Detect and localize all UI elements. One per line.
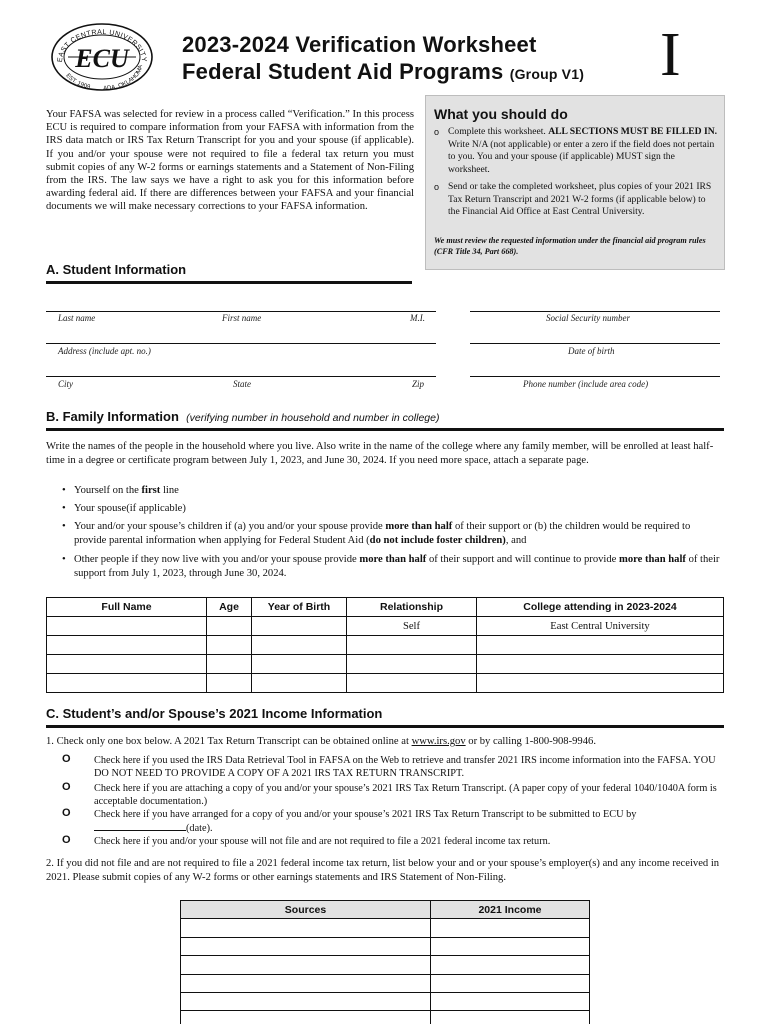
family-table — [46, 597, 724, 693]
cell-college[interactable] — [477, 655, 724, 674]
instruction-2-text: Send or take the completed worksheet, plus copies of your 2021 IRS Tax Return Transcript and 2021 W-2 forms (if applicable below) to the Financial Aid Office at East Central University. — [448, 181, 712, 217]
cell-year-of-birth[interactable] — [252, 674, 347, 693]
section-b-subtitle: (verifying number in household and number in college) — [186, 412, 440, 424]
section-b-paragraph: Write the names of the people in the household where you live. Also write in the name of the college where any family member, will be enrolled at least half-time in a degree or certificate program between July 1, 2023, and June 30, 2024. If you need more space, attach a separate page. — [46, 441, 714, 466]
col-college: College attending in 2023-2024 — [477, 598, 724, 617]
checkbox-not-required[interactable]: O — [62, 834, 71, 846]
question-1 — [46, 735, 722, 749]
first-name-label: First name — [222, 313, 262, 323]
dob-field-line[interactable] — [470, 343, 720, 344]
section-c-rule — [46, 725, 724, 728]
family-bullet-1-post: line — [160, 485, 179, 496]
intro-paragraph: Your FAFSA was selected for review in a process called “Verification.” In this process ECU is required to compare information from your FAFSA with information from the IRS data match or IRS Tax Return Transcript for you and your spouse (if applicable). If you and/or your spouse were not required to file a federal tax return you must submit copies of any W-2 forms or earnings statements and a Statement of Non-Filing from the IRS. The law says we have a right to ask you for this information before awarding federal aid. If there are differences between your FAFSA and your financial documents we will make necessary corrections to your FAFSA information. — [46, 109, 414, 213]
ssn-label: Social Security number — [546, 313, 630, 323]
checkbox-attach-transcript[interactable]: O — [62, 781, 71, 793]
table-row — [181, 937, 590, 955]
section-b-rule — [46, 428, 724, 431]
income-table-header — [181, 901, 590, 919]
cell-age[interactable] — [207, 655, 252, 674]
cell-full-name[interactable] — [47, 655, 207, 674]
instruction-item-1 — [434, 126, 719, 176]
family-bullet-4 — [62, 553, 722, 580]
cell-income[interactable] — [431, 992, 590, 1010]
table-row — [181, 919, 590, 937]
col-relationship: Relationship — [347, 598, 477, 617]
option-arranged-text: Check here if you have arranged for a copy of you and/or your spouse’s 2021 IRS Tax Return Transcript to be submitted to ECU by — [94, 809, 637, 820]
title-line-1: 2023-2024 Verification Worksheet — [182, 32, 537, 57]
instruction-1-bold: ALL SECTIONS MUST BE FILLED IN. — [548, 126, 718, 137]
col-2021-income: 2021 Income — [431, 901, 590, 919]
family-bullet-3-post: , and — [505, 534, 527, 546]
ecu-seal-logo — [50, 22, 154, 92]
family-bullet-3-mid: of their support or (b) the children would be required to provide parental information when applying for Federal Student Aid ( — [74, 521, 691, 546]
family-bullet-3-pre: Your and/or your spouse’s children if (a) you and/or your spouse provide — [74, 521, 386, 532]
section-a-title: A. Student Information — [46, 262, 187, 277]
cell-income[interactable] — [431, 956, 590, 974]
bullet-icon: • — [62, 503, 66, 514]
col-age: Age — [207, 598, 252, 617]
family-bullet-2 — [62, 502, 722, 516]
option-not-required-text: Check here if you and/or your spouse will not file and are not required to file a 2021 federal income tax return. — [94, 836, 551, 847]
cell-full-name[interactable] — [47, 636, 207, 655]
last-name-label: Last name — [58, 313, 96, 323]
cell-source[interactable] — [181, 919, 431, 937]
cell-relationship[interactable]: Self — [347, 617, 477, 636]
family-bullet-4-pre: Other people if they now live with you and/or your spouse provide — [74, 554, 360, 565]
cell-income[interactable] — [431, 919, 590, 937]
instruction-1-text: Complete this worksheet. — [448, 126, 546, 137]
cell-source[interactable] — [181, 956, 431, 974]
checkbox-arranged-transcript[interactable]: O — [62, 807, 71, 819]
col-sources: Sources — [181, 901, 431, 919]
cell-college[interactable] — [477, 636, 724, 655]
cell-relationship[interactable] — [347, 674, 477, 693]
section-b-title — [46, 409, 439, 424]
family-bullet-4-bold: more than half — [359, 554, 427, 565]
checkbox-drt[interactable]: O — [62, 753, 71, 765]
cell-source[interactable] — [181, 937, 431, 955]
dob-label: Date of birth — [568, 346, 615, 356]
seal-right-text: ADA, OKLAHOMA — [103, 64, 145, 92]
cell-college[interactable]: East Central University — [477, 617, 724, 636]
group-label: (Group V1) — [509, 66, 585, 82]
phone-field-line[interactable] — [470, 376, 720, 377]
option-attach-transcript — [62, 782, 724, 808]
ssn-field-line[interactable] — [470, 311, 720, 312]
irs-link[interactable]: www.irs.gov — [411, 736, 466, 747]
family-table-header — [47, 598, 724, 617]
cell-relationship[interactable] — [347, 636, 477, 655]
bullet-icon: o — [434, 182, 440, 192]
state-label: State — [233, 379, 251, 389]
family-bullet-3-bold: more than half — [385, 521, 453, 532]
instructions-title: What you should do — [434, 106, 568, 122]
title-line-2 — [182, 59, 584, 85]
name-field-line[interactable] — [46, 311, 436, 312]
section-c-title: C. Student’s and/or Spouse’s 2021 Income Information — [46, 706, 383, 721]
table-row — [181, 974, 590, 992]
cell-source[interactable] — [181, 974, 431, 992]
family-bullet-3 — [62, 520, 722, 547]
bullet-icon: • — [62, 554, 66, 565]
seal-top-text: EAST CENTRAL UNIVERSITY — [56, 28, 148, 63]
cell-full-name[interactable] — [47, 674, 207, 693]
option-drt-text: Check here if you used the IRS Data Retrieval Tool in FAFSA on the Web to retrieve and transfer 2021 IRS income information into the FAFSA. YOU DO NOT NEED TO PROVIDE A COPY OF A 2021 IRS TAX RETURN TRANSCRIPT. — [94, 755, 716, 779]
cell-college[interactable] — [477, 674, 724, 693]
cell-source[interactable] — [181, 1011, 431, 1024]
family-bullet-1-bold: first — [141, 485, 161, 496]
cell-year-of-birth[interactable] — [252, 617, 347, 636]
mi-label: M.I. — [410, 313, 425, 323]
instructions-note: We must review the requested information under the financial aid program rules (CFR Title 34, Part 668). — [434, 236, 706, 256]
section-b-title-text: B. Family Information — [46, 409, 179, 424]
income-sources-table — [180, 900, 590, 1024]
address-field-line[interactable] — [46, 343, 436, 344]
city-label: City — [58, 379, 73, 389]
cell-relationship[interactable] — [347, 655, 477, 674]
option-attach-transcript-text: Check here if you are attaching a copy of you and/or your spouse’s 2021 IRS Tax Return Transcript. (A paper copy of your federal 1040/1040A form is acceptable documentation.) — [94, 783, 717, 807]
seal-letters: ECU — [75, 44, 129, 73]
question-1-pre: 1. Check only one box below. A 2021 Tax Return Transcript can be obtained online at — [46, 736, 412, 747]
date-field[interactable] — [94, 821, 186, 831]
bullet-icon: • — [62, 521, 66, 532]
option-arranged-post: (date). — [186, 823, 213, 834]
city-field-line[interactable] — [46, 376, 436, 377]
instruction-1-rest: Write N/A (not applicable) or enter a zero if the field does not pertain to you. You and your spouse (if applicable) MUST sign the worksheet. — [448, 138, 715, 175]
table-row — [47, 636, 724, 655]
cell-income[interactable] — [431, 937, 590, 955]
family-bullet-2-text: Your spouse(if applicable) — [74, 503, 186, 514]
family-bullet-1 — [62, 484, 722, 498]
table-row — [47, 655, 724, 674]
question-1-post: or by calling 1-800-908-9946. — [465, 736, 596, 747]
option-not-required — [62, 835, 724, 848]
option-drt — [62, 754, 724, 780]
table-row — [181, 1011, 590, 1024]
col-full-name: Full Name — [47, 598, 207, 617]
option-arranged-transcript — [62, 808, 724, 835]
family-bullet-4-post: of their support from July 1, 2023, through June 30, 2024. — [74, 554, 720, 579]
family-bullet-4-mid: of their support and will continue to provide — [426, 554, 620, 565]
title-line-2-text: Federal Student Aid Programs — [182, 59, 504, 84]
seal-left-text: EST. 1909 — [64, 72, 91, 91]
cell-age[interactable] — [207, 636, 252, 655]
table-row — [181, 992, 590, 1010]
family-bullet-3-bold-2: do not include foster children) — [369, 534, 506, 546]
family-bullet-1-pre: Yourself on the — [74, 485, 142, 496]
bullet-icon: • — [62, 485, 66, 496]
section-a-rule — [46, 281, 412, 284]
family-bullet-4-bold-2: more than half — [619, 554, 686, 565]
table-row — [47, 674, 724, 693]
bullet-icon: o — [434, 127, 440, 137]
col-year-of-birth: Year of Birth — [252, 598, 347, 617]
cell-age[interactable] — [207, 617, 252, 636]
table-row — [181, 956, 590, 974]
instruction-item-2 — [434, 181, 719, 219]
cell-year-of-birth[interactable] — [252, 655, 347, 674]
form-letter: I — [660, 21, 681, 89]
address-label: Address (include apt. no.) — [58, 346, 151, 356]
question-2: 2. If you did not file and are not required to file a 2021 federal income tax return, list below your and or your spouse’s employer(s) and any income received in 2021. Please submit copies of any W-2 forms or other earnings statements and IRS Statement of Non-Filing. — [46, 858, 720, 883]
cell-age[interactable] — [207, 674, 252, 693]
cell-source[interactable] — [181, 992, 431, 1010]
cell-year-of-birth[interactable] — [252, 636, 347, 655]
cell-income[interactable] — [431, 1011, 590, 1024]
zip-label: Zip — [412, 379, 425, 389]
phone-label: Phone number (include area code) — [523, 379, 649, 389]
table-row — [47, 617, 724, 636]
cell-full-name[interactable] — [47, 617, 207, 636]
cell-income[interactable] — [431, 974, 590, 992]
